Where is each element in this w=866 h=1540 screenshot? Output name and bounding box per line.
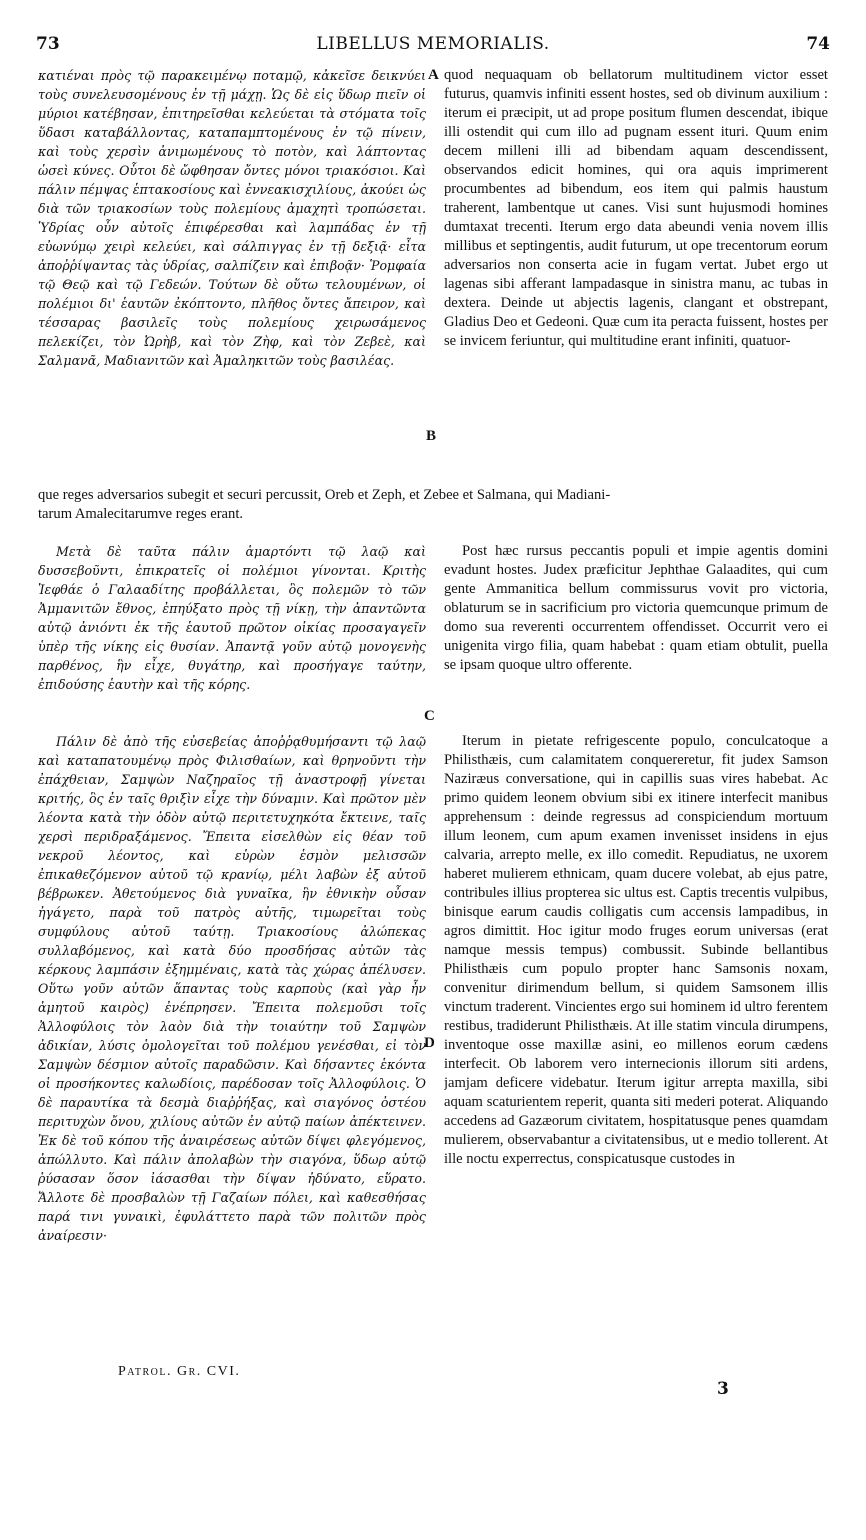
greek-paragraph: Μετὰ δὲ ταῦτα πάλιν ἁμαρτόντι τῷ λαῷ καὶ δυσσεβοῦντι, ἐπικρατεῖς οἱ πολέμιοι γίνονται. Κριτὴς Ἰεφθάε ὁ Γαλααδίτης προβάλλεται, ὃς πολεμῶν τὸ τῶν Ἀμμανιτῶν ἔθνος, ἐπηύξατο πρὸς τῇ νίκῃ, τὴν ἀπαντῶντα αὐτῷ ἀνιόντι ἐκ τῆς ἑαυτοῦ πρῶτον οἰκίας προσαγαγεῖν ὑπὲρ τῆς νίκης εἰς θυσίαν. Ἀπαντᾷ γοῦν αὐτῷ μονογενὴς παρθένος, ἣν εἶχε, θυγάτηρ, καὶ προσήγαγε ταύτην, ἐπιδούσης ἑαυτὴν καὶ τῆς κόρης. bbox=[38, 544, 426, 692]
full-width-line: tarum Amalecitarumve reges erant. bbox=[38, 506, 244, 522]
signature-line: Patrol. Gr. CVI. bbox=[118, 1364, 241, 1379]
greek-column-block-3 bbox=[38, 732, 426, 1362]
latin-column-block-3 bbox=[444, 732, 828, 1380]
gathering-number: 3 bbox=[717, 1379, 729, 1399]
full-width-line: que reges adversarios subegit et securi percussit, Oreb et Zeph, et Zebee et Salmana, qui Madiani- bbox=[38, 487, 611, 503]
latin-paragraph: Post hæc rursus peccantis populi et impie agentis domini evadunt hostes. Judex præficitur Jephthae Galaadites, qui cum gente Ammanitica bellum commissurus vovit pro victoria, oblaturum se in sacrificium pro victoria quemcunque primum de domo sua reverenti occurrentem offendisset. Occurrit vero ei unigenita virgo filia, quam habebat : quam etiam obtulit, puella se ipsam quoque ultro offerente. bbox=[444, 543, 828, 673]
greek-column-block-2 bbox=[38, 542, 426, 732]
greek-paragraph: κατιέναι πρὸς τῷ παρακειμένῳ ποταμῷ, κἀκεῖσε δεικνύει τοὺς συνελευσομένους ἐν τῇ μάχῃ. Ὡς δὲ εἰς ὕδωρ πιεῖν οἱ μύριοι κατέβησαν, ἐπιτηρεῖσθαι κελεύεται τὰ στόματα τοῖς ὕδασι καταβάλλοντας, καταπαμπτομένους ἐν τῷ πίνειν, καὶ τοὺς χερσὶν ἀνιμωμένους τὸ ποτὸν, καὶ λάπτοντας ὡσεὶ κύνες. Οὗτοι δὲ ὤφθησαν ὄντες μόνοι τριακόσιοι. Καὶ πάλιν πέμψας ἑπτακοσίους καὶ ἐννεακισχιλίους, ἀκούει ὡς διὰ τῶν τριακοσίων τοὺς πολεμίους ἀμαχητὶ τροπώσεται. Ὑδρίας οὖν αὐτοῖς ἐπιφέρεσθαι καὶ λαμπάδας ἐν τῇ εὐωνύμῳ χειρὶ κελεύει, καὶ σάλπιγγας ἐν τῇ δεξιᾷ· εἶτα ἀποῤῥίψαντας τὰς ὑδρίας, σαλπίζειν καὶ ἐπιβοᾷν· Ῥομφαία τῷ Θεῷ καὶ τῷ Γεδεών. Τούτων δὲ οὕτω τελουμένων, οἱ πολέμιοι δι' ἑαυτῶν ἐκόπτοντο, πλῆθος ὄντες ἄπειρον, καὶ τέσσαρας βασιλεῖς τοὺς πολεμίους χειρωσάμενος πελεκίζει, τὸν Ὠρὴβ, καὶ τὸν Ζὴφ, καὶ τὸν Ζεβεὲ, καὶ Σαλμανᾶ, Μαδιανιτῶν καὶ Ἀμαληκιτῶν τοὺς βασιλέας. bbox=[38, 68, 426, 368]
latin-paragraph: quod nequaquam ob bellatorum multitudinem victor esset futurus, quamvis infiniti essent hostes, sed ob divinum auxilium : iterum ei præcipit, ut ad prope positum flumen descendat, ibique illi ostendit qui cum illo ad pugnam essent ituri. Quum enim decem milleni illi ad bibendam aquam descendissent, observandos edicit homines, qui ora aquis imprimerent procumbentes ad bibendum, eos item qui palmis haustum traherent, lambentque ut canes. Visi sunt hujusmodi homines dumtaxat trecenti. Iterum ergo data abeundi venia novem illis millibus et septingentis, audit futurum, ut ope trecentorum eorum adversarios non conserta acie in fugam vertat. Jubet ergo ut lagenas sibi afferant lampadasque in sinistra manu, ac tubas in dextera. Deinde ut abjectis lagenis, clangant et obstrepant, Gladius Deo et Gedeoni. Quæ cum ita peracta fuissent, hostes per se invicem feriuntur, qui multitudine erant infiniti, quatuor- bbox=[444, 67, 828, 349]
section-marker-a: A bbox=[428, 67, 439, 83]
page-number-right: 74 bbox=[806, 34, 830, 54]
full-width-text bbox=[38, 486, 828, 524]
latin-column-block-2 bbox=[444, 542, 828, 732]
running-title: LIBELLUS MEMORIALIS. bbox=[316, 34, 550, 54]
page-header bbox=[30, 34, 836, 62]
greek-paragraph: Πάλιν δὲ ἀπὸ τῆς εὐσεβείας ἀποῤῥᾳθυμήσαντι τῷ λαῷ καὶ καταπατουμένῳ πρὸς Φιλισθαίων, καὶ θρηνοῦντι τὴν ἐπάχθειαν, Σαμψὼν Ναζηραῖος τῇ ἀναστροφῇ γίνεται κριτής, ὃς ἐν ταῖς θριξὶν εἶχε τὴν δύναμιν. Καὶ πρῶτον μὲν λέοντα κατὰ τὴν ὁδὸν αὐτῷ περιτετυχηκότα ἔκτεινε, ταῖς χερσὶ περιδραξάμενος. Ἔπειτα εἰσελθὼν εἰς θέαν τοῦ νεκροῦ λέοντος, καὶ εὑρὼν ἑσμὸν μελισσῶν ἐπικαθεζόμενον αὐτοῦ τῷ κρανίῳ, μέλι λαβὼν ἐξ αὐτοῦ βέβρωκεν. Ἀθετούμενος διὰ γυναῖκα, ἣν ἐθνικὴν οὖσαν ἠγάγετο, παρὰ τοῦ πατρὸς αὐτῆς, τιμωρεῖται τοὺς συμφύλους αὐτοῦ ταύτῃ. Τριακοσίους ἀλώπεκας συλλαβόμενος, καὶ κατὰ δύο προσδήσας αὐτῶν τὰς κέρκους λαμπάσιν ἐξημμέναις, κατὰ τὰς χώρας ἀπέλυσεν. Οὕτω γοῦν αὐτῶν ἅπαντας τοὺς καρποὺς (καὶ γὰρ ἦν ἀμητοῦ καιρὸς) ἐνέπρησεν. Ἔπειτα πολεμοῦσι τοῖς Ἀλλοφύλοις τὸν λαὸν διὰ τὴν τοιαύτην τοῦ Σαμψὼν ἀδικίαν, λύσις ὁμολογεῖται τοῦ πολέμου γενέσθαι, εἰ τὸν Σαμψὼν δέσμιον αὐτοῖς παραδῶσιν. Καὶ δήσαντες ἑκόντα οἱ προσήκοντες καλωδίοις, παρέδοσαν τοῖς Ἀλλοφύλοις. Ὁ δὲ παραυτίκα τὰ δεσμὰ διαῤῥήξας, καὶ σιαγόνος ὀστέου περιτυχὼν ὄνου, χιλίους αὐτῶν ἐν αὐτῷ παίων ἀπέκτεινεν. Ἐκ δὲ τοῦ κόπου τῆς ἀναιρέσεως αὐτῶν δίψει φλεγόμενος, ἀπώλλυτο. Καὶ πάλιν ἀπολαβὼν τὴν σιαγόνα, ὕδωρ αὐτῷ ῥύσασαν ὅσον ἰάσασθαι τὴν δίψαν ἠδύνατο, εὕρατο. Ἄλλοτε δὲ προσβαλὼν τῇ Γαζαίων πόλει, καὶ καθεσθήσας παρά τινι γυναικὶ, ἐφυλάττετο παρὰ τῶν πολιτῶν πρὸς ἀναίρεσιν· bbox=[38, 734, 426, 1243]
latin-paragraph: Iterum in pietate refrigescente populo, conculcatoque a Philisthæis, cum calamitatem conquereretur, fit judex Samson Naziræus conversatione, qui in capillis suas vires habebat. Ac primo quidem leonem obvium sibi ex itinere interfecit manibus apprehensum : deinde regressus ad conspiciendum mortuum illum leonem, cum apum examen invenisset insidens in ejus calvaria, arrepto melle, ex illo comedit. Repudiatus, ne uxorem haberet mulierem ethnicam, quam ducere volebat, ab ejus patre, contribules illius propterea sic ultus est. Captis trecentis vulpibus, binisque earum caudis colligatis cum accensis lampadibus, in agros dimittit. Hoc igitur modo fruges eorum universas (erat namque messis tempus) combussit. Subinde bellantibus Philisthæis cum populo propter hanc Samsonis noxam, convenitur dirimendum bellum, si quidem Samsonem illis vinctum traderent. Vincientes ergo sui hominem id ultro ferentem restibus, tradiderunt Philisthæis. At ille statim vincula dirumpens, inventoque osse maxillæ asini, eo millenos eorum cædens interfecit. Ob laborem vero internecionis illorum siti ardens, jamjam deficere videbatur. Iterum igitur arrepta maxilla, sibi aquam scaturientem reperit, quanta siti mederi poterat. Aliquando accedens ad Gazæorum civitatem, hospitatusque penes quamdam mulierem, observabantur a civitatensibus, ut e medio tollerent. At ille noctu experrectus, conspicatusque custodes in bbox=[444, 733, 828, 1167]
page-number-left: 73 bbox=[36, 34, 60, 54]
section-marker-b: B bbox=[426, 428, 437, 444]
section-marker-d: D bbox=[424, 1035, 435, 1051]
latin-column-block-1 bbox=[444, 66, 828, 484]
section-marker-c: C bbox=[424, 708, 435, 724]
greek-column-block-1 bbox=[38, 66, 426, 484]
